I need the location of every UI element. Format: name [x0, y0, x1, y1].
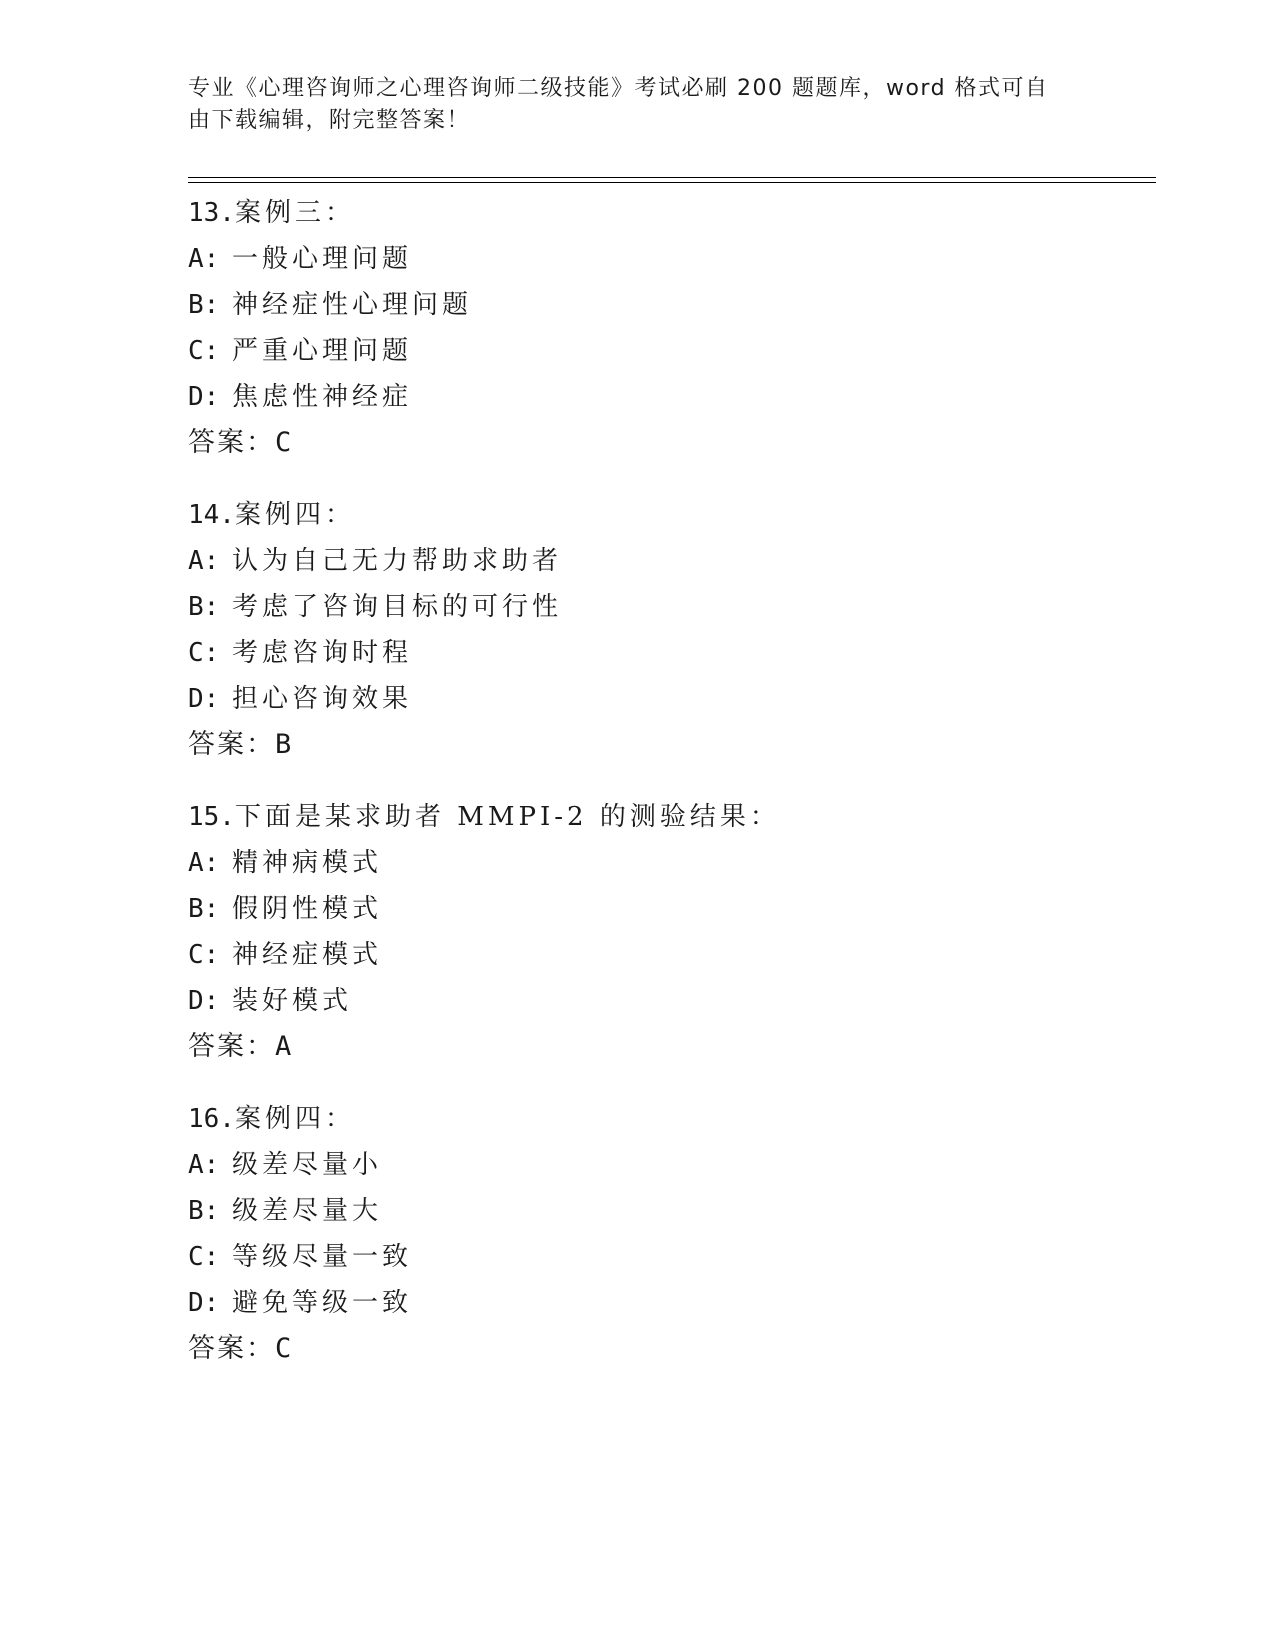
option-key: A:	[188, 848, 220, 878]
option-key: D:	[188, 684, 220, 714]
question-list	[188, 190, 1148, 1398]
answer-line	[188, 420, 1148, 466]
question-stem	[188, 190, 1148, 236]
answer-label: 答案：	[188, 427, 275, 458]
option-text: 严重心理问题	[232, 336, 413, 366]
option-key: C:	[188, 1242, 220, 1272]
option-key: C:	[188, 940, 220, 970]
option-b	[188, 1188, 1148, 1234]
question-13	[188, 190, 1148, 466]
option-text: 避免等级一致	[232, 1288, 413, 1318]
answer-value: C	[275, 1333, 292, 1364]
option-a	[188, 840, 1148, 886]
option-key: A:	[188, 546, 220, 576]
option-b	[188, 584, 1148, 630]
question-text: 下面是某求助者 MMPI-2 的测验结果：	[234, 802, 780, 832]
question-stem	[188, 492, 1148, 538]
header-line-1: 专业《心理咨询师之心理咨询师二级技能》考试必刷 200 题题库，word 格式可自	[188, 76, 1049, 101]
option-text: 考虑咨询时程	[232, 638, 413, 668]
answer-value: A	[275, 1031, 292, 1062]
question-text: 案例四：	[234, 500, 355, 530]
answer-line	[188, 1326, 1148, 1372]
question-16	[188, 1096, 1148, 1372]
option-b	[188, 886, 1148, 932]
question-text: 案例三：	[234, 198, 355, 228]
option-text: 级差尽量大	[232, 1196, 383, 1226]
option-key: C:	[188, 336, 220, 366]
option-d	[188, 374, 1148, 420]
option-d	[188, 676, 1148, 722]
option-b	[188, 282, 1148, 328]
option-key: D:	[188, 1288, 220, 1318]
answer-value: C	[275, 427, 292, 458]
question-stem	[188, 1096, 1148, 1142]
option-text: 担心咨询效果	[232, 684, 413, 714]
option-d	[188, 1280, 1148, 1326]
option-text: 假阴性模式	[232, 894, 383, 924]
option-c	[188, 932, 1148, 978]
header-rule-bottom	[188, 182, 1156, 183]
option-text: 神经症性心理问题	[232, 290, 473, 320]
option-key: B:	[188, 894, 220, 924]
header-rule-top	[188, 177, 1156, 178]
document-header	[188, 73, 1068, 137]
option-text: 等级尽量一致	[232, 1242, 413, 1272]
question-14	[188, 492, 1148, 768]
option-c	[188, 1234, 1148, 1280]
answer-label: 答案：	[188, 729, 275, 760]
header-line-2: 由下载编辑，附完整答案！	[188, 108, 471, 133]
option-text: 一般心理问题	[232, 244, 413, 274]
option-text: 装好模式	[232, 986, 353, 1016]
option-key: A:	[188, 1150, 220, 1180]
option-key: B:	[188, 290, 220, 320]
question-number: 14.	[188, 500, 235, 530]
option-text: 考虑了咨询目标的可行性	[232, 592, 563, 622]
option-key: A:	[188, 244, 220, 274]
answer-line	[188, 1024, 1148, 1070]
option-d	[188, 978, 1148, 1024]
option-key: D:	[188, 382, 220, 412]
option-a	[188, 1142, 1148, 1188]
question-number: 16.	[188, 1104, 235, 1134]
question-number: 13.	[188, 198, 235, 228]
answer-value: B	[275, 729, 292, 760]
option-c	[188, 630, 1148, 676]
option-text: 焦虑性神经症	[232, 382, 413, 412]
question-stem	[188, 794, 1148, 840]
question-15	[188, 794, 1148, 1070]
option-text: 神经症模式	[232, 940, 383, 970]
question-number: 15.	[188, 802, 235, 832]
answer-line	[188, 722, 1148, 768]
question-text: 案例四：	[234, 1104, 355, 1134]
answer-label: 答案：	[188, 1031, 275, 1062]
option-text: 级差尽量小	[232, 1150, 383, 1180]
option-text: 精神病模式	[232, 848, 383, 878]
option-text: 认为自己无力帮助求助者	[232, 546, 563, 576]
option-key: D:	[188, 986, 220, 1016]
option-key: B:	[188, 592, 220, 622]
option-a	[188, 538, 1148, 584]
option-key: B:	[188, 1196, 220, 1226]
answer-label: 答案：	[188, 1333, 275, 1364]
option-a	[188, 236, 1148, 282]
option-key: C:	[188, 638, 220, 668]
option-c	[188, 328, 1148, 374]
